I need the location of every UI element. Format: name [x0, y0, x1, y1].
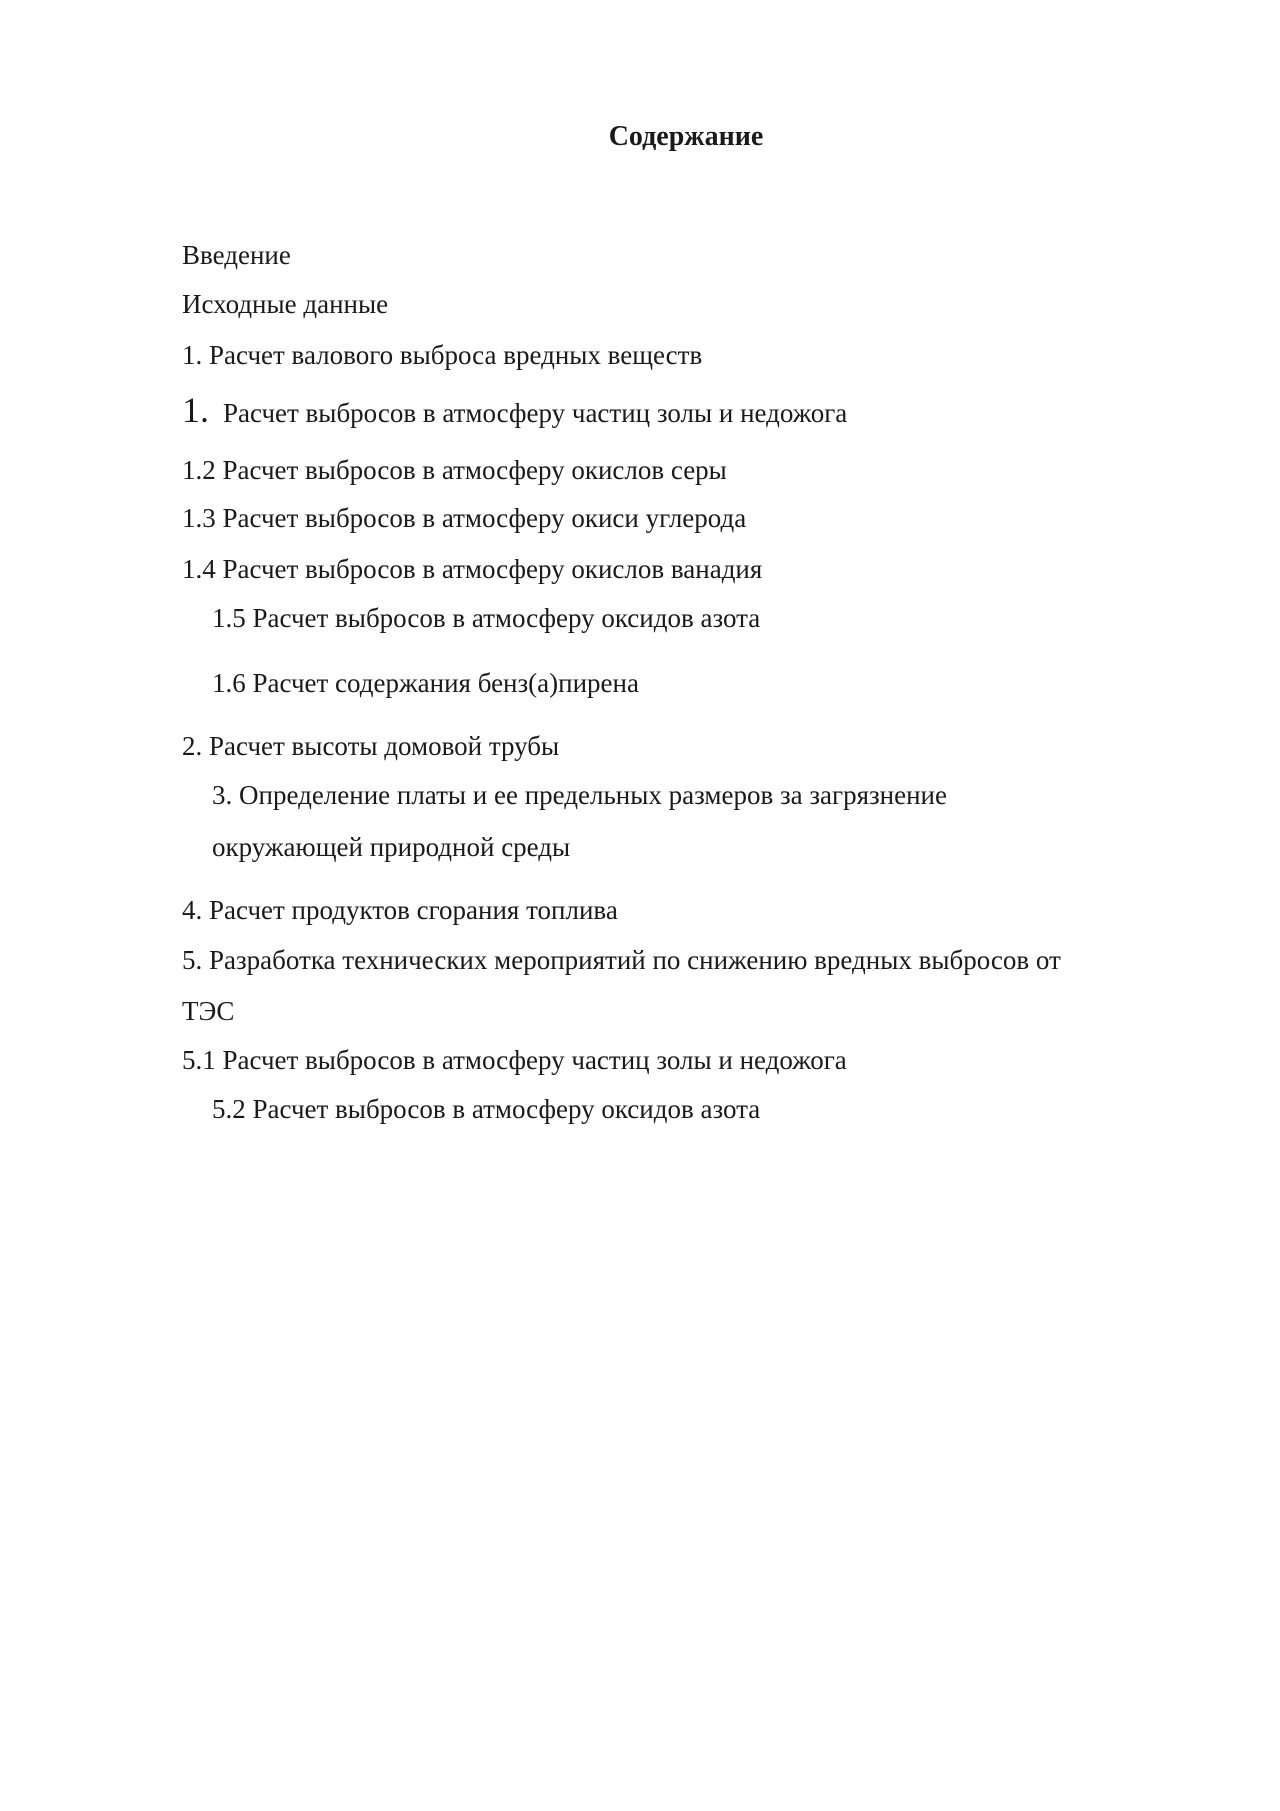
toc-item-5-1: 5.1 Расчет выбросов в атмосферу частиц золы и недожога — [182, 1045, 847, 1075]
toc-item-1-1-number: 1. — [182, 390, 209, 430]
toc-item-introduction: Введение — [182, 240, 291, 270]
toc-item-2: 2. Расчет высоты домовой трубы — [182, 731, 560, 761]
toc-item-3: 3. Определение платы и ее предельных размеров за загрязнение — [212, 780, 947, 810]
toc-item-1-4: 1.4 Расчет выбросов в атмосферу окислов ванадия — [182, 554, 763, 584]
toc-item-5-2: 5.2 Расчет выбросов в атмосферу оксидов азота — [212, 1094, 761, 1124]
page-title: Содержание — [608, 121, 764, 152]
toc-item-1: 1. Расчет валового выброса вредных веществ — [182, 340, 703, 370]
toc-item-1-1-text: Расчет выбросов в атмосферу частиц золы и недожога — [223, 398, 848, 428]
toc-item-5-continued: ТЭС — [182, 996, 235, 1026]
toc-item-1-2: 1.2 Расчет выбросов в атмосферу окислов серы — [182, 455, 727, 485]
toc-item-1-3: 1.3 Расчет выбросов в атмосферу окиси углерода — [182, 503, 747, 533]
toc-item-1-1 — [182, 390, 848, 430]
toc-item-5: 5. Разработка технических мероприятий по снижению вредных выбросов от — [182, 945, 1061, 975]
toc-item-1-5: 1.5 Расчет выбросов в атмосферу оксидов азота — [212, 603, 761, 633]
toc-item-3-continued: окружающей природной среды — [212, 832, 571, 862]
toc-item-1-6: 1.6 Расчет содержания бенз(а)пирена — [212, 668, 639, 698]
toc-item-4: 4. Расчет продуктов сгорания топлива — [182, 895, 618, 925]
toc-item-initial-data: Исходные данные — [182, 289, 389, 319]
